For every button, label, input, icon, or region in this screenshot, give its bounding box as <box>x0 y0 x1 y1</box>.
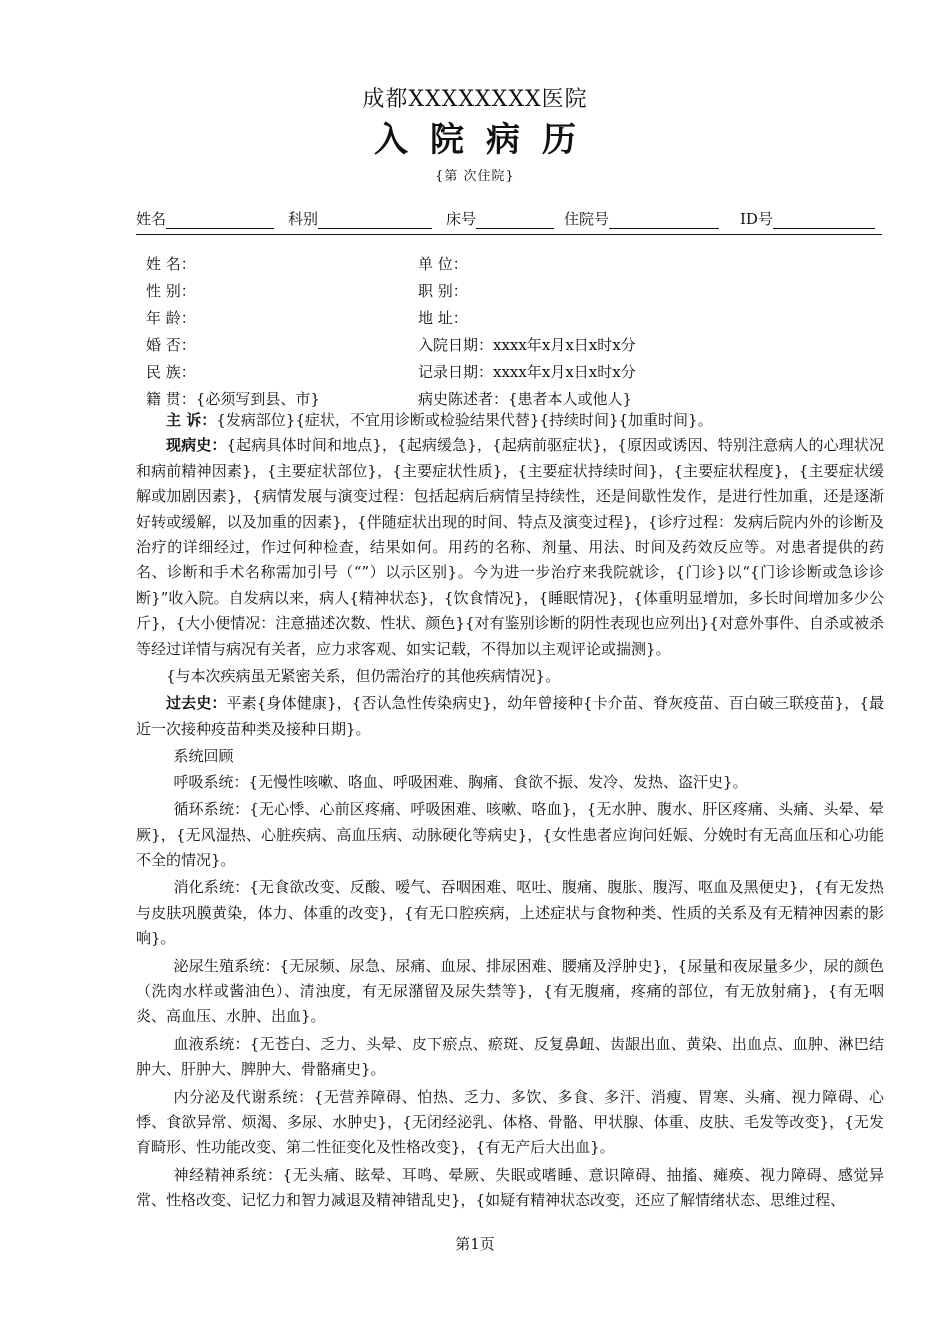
info-occupation: 职 别： <box>418 282 468 300</box>
review-urogenital: 泌尿生殖系统：{无尿频、尿急、尿痛、血尿、排尿困难、腰痛及浮肿史}，{尿量和夜尿量多少，尿的颜色（洗肉水样或酱油色）、清浊度，有无尿潴留及尿失禁等}，{有无腹痛，疼痛的部位，有无放射痛}，{有无咽炎、高血压、水肿、出血}。 <box>136 956 884 1026</box>
info-history-narrator: 病史陈述者：{患者本人或他人} <box>418 390 633 408</box>
bed-label: 床号 <box>446 210 477 228</box>
review-circulatory: 循环系统：{无心悸、心前区疼痛、呼吸困难、咳嗽、咯血}，{无水肿、腹水、肝区疼痛、头痛、头晕、晕厥}，{无风湿热、心脏疾病、高血压病、动脉硬化等病史}，{女性患者应询问妊娠、分娩时有无高血压和心功能不全的情况}。 <box>136 800 884 869</box>
record-header-line <box>136 208 882 234</box>
hospital-name: 成都XXXXXXXX医院 <box>362 87 588 112</box>
id-blank[interactable] <box>773 210 875 229</box>
info-sex: 性 别： <box>146 282 196 300</box>
past-history <box>136 691 884 742</box>
review-blood: 血液系统：{无苍白、乏力、头晕、皮下瘀点、瘀斑、反复鼻衄、齿龈出血、黄染、出血点、血肿、淋巴结肿大、肝肿大、脾肿大、骨骼痛史}。 <box>136 1034 884 1079</box>
record-body <box>136 408 884 1214</box>
info-record-date: 记录日期：xxxx年x月x日x时x分 <box>418 363 636 381</box>
past-history-label: 过去史： <box>166 694 227 713</box>
past-history-text: 平素{身体健康}，{否认急性传染病史}，幼年曾接种{卡介苗、脊灰疫苗、百白破三联疫苗}，{最近一次接种疫苗种类及接种日期}。 <box>136 694 884 738</box>
info-admission-date: 入院日期：xxxx年x月x日x时x分 <box>418 336 636 354</box>
info-age: 年 龄： <box>146 309 196 327</box>
department-field <box>288 208 432 229</box>
present-illness-text: {起病具体时间和地点}，{起病缓急}，{起病前驱症状}，{原因或诱因、特别注意病人的心理状况和病前精神因素}，{主要症状部位}，{主要症状性质}，{主要症状持续时间}，{主要症状程度}，{主要症状缓解或加剧因素}，{病情发展与演变过程：包括起病后病情呈持续性，还是间歇性发作，是进行性加重，还是逐渐好转或缓解，以及加重的因素}，{伴随症状出现的时间、特点及演变过程}，{诊疗过程：发病后院内外的诊断及治疗的详细经过，作过何种检查，结果如何。用药的名称、剂量、用法、时间及药效反应等。对患者提供的药名、诊断和手术名称需加引号（“”）以示区别}。今为进一步治疗来我院就诊，{门诊}以“{门诊诊断或急诊诊断}”收入院。自发病以来，病人{精神状态}，{饮食情况}，{睡眠情况}，{体重明显增加，多长时间增加多少公斤}，{大小便情况：注意描述次数、性状、颜色}{对有鉴别诊断的阴性表现也应列出}{对意外事件、自杀或被杀等经过详情与病况有关者，应力求客观、如实记载，不得加以主观评论或揣测}。 <box>136 436 884 658</box>
info-ethnicity: 民 族： <box>146 363 196 381</box>
review-endocrine: 内分泌及代谢系统：{无营养障碍、怕热、乏力、多饮、多食、多汗、消瘦、胃寒、头痛、视力障碍、心悸、食欲异常、烦渴、多尿、水肿史}，{无闭经泌乳、体格、骨骼、甲状腺、体重、皮肤、毛发等改变}，{无发育畸形、性功能改变、第二性征变化及性格改变}，{有无产后大出血}。 <box>136 1087 884 1157</box>
inpatient-no-label: 住院号 <box>564 210 610 228</box>
present-illness-label: 现病史： <box>166 436 227 455</box>
info-address: 地 址： <box>418 309 468 327</box>
name-blank[interactable] <box>166 210 274 229</box>
document-title: 入院病历 <box>374 120 598 160</box>
admission-count: {第 次住院} <box>435 169 515 184</box>
bed-field <box>446 208 554 229</box>
present-illness <box>136 433 884 662</box>
department-blank[interactable] <box>318 210 432 229</box>
bed-blank[interactable] <box>476 210 554 229</box>
other-diseases: {与本次疾病虽无紧密关系，但仍需治疗的其他疾病情况}。 <box>166 667 561 686</box>
info-married: 婚 否： <box>146 336 196 354</box>
system-review-title: 系统回顾 <box>173 747 234 766</box>
review-respiratory: 呼吸系统：{无慢性咳嗽、咯血、呼吸困难、胸痛、食欲不振、发冷、发热、盗汗史}。 <box>173 772 748 791</box>
inpatient-no-blank[interactable] <box>609 210 719 229</box>
inpatient-no-field <box>564 208 719 229</box>
department-label: 科别 <box>288 210 319 228</box>
info-name: 姓 名： <box>146 255 196 273</box>
info-native-place: 籍 贯：{必须写到县、市} <box>146 390 320 408</box>
chief-complaint-label: 主 诉： <box>166 411 217 429</box>
name-field <box>136 208 274 229</box>
chief-complaint-text: {发病部位}{症状，不宜用诊断或检验结果代替}{持续时间}{加重时间}。 <box>216 411 713 429</box>
chief-complaint <box>136 408 884 433</box>
header-divider <box>136 234 882 235</box>
id-field <box>740 208 875 229</box>
review-neuro: 神经精神系统：{无头痛、眩晕、耳鸣、晕厥、失眠或嗜睡、意识障碍、抽搐、瘫痪、视力障碍、感觉异常、性格改变、记忆力和智力减退及精神错乱史}，{如疑有精神状态改变，还应了解情绪状态、思维过程、 <box>136 1165 884 1210</box>
review-digestive: 消化系统：{无食欲改变、反酸、嗳气、吞咽困难、呕吐、腹痛、腹胀、腹泻、呕血及黑便史}，{有无发热与皮肤巩膜黄染，体力、体重的改变}，{有无口腔疾病，上述症状与食物种类、性质的关系及有无精神因素的影响}。 <box>136 878 884 948</box>
id-label: ID号 <box>740 210 773 228</box>
name-label: 姓名 <box>136 210 167 228</box>
info-work-unit: 单 位： <box>418 255 468 273</box>
page-number: 第1页 <box>455 1235 495 1253</box>
